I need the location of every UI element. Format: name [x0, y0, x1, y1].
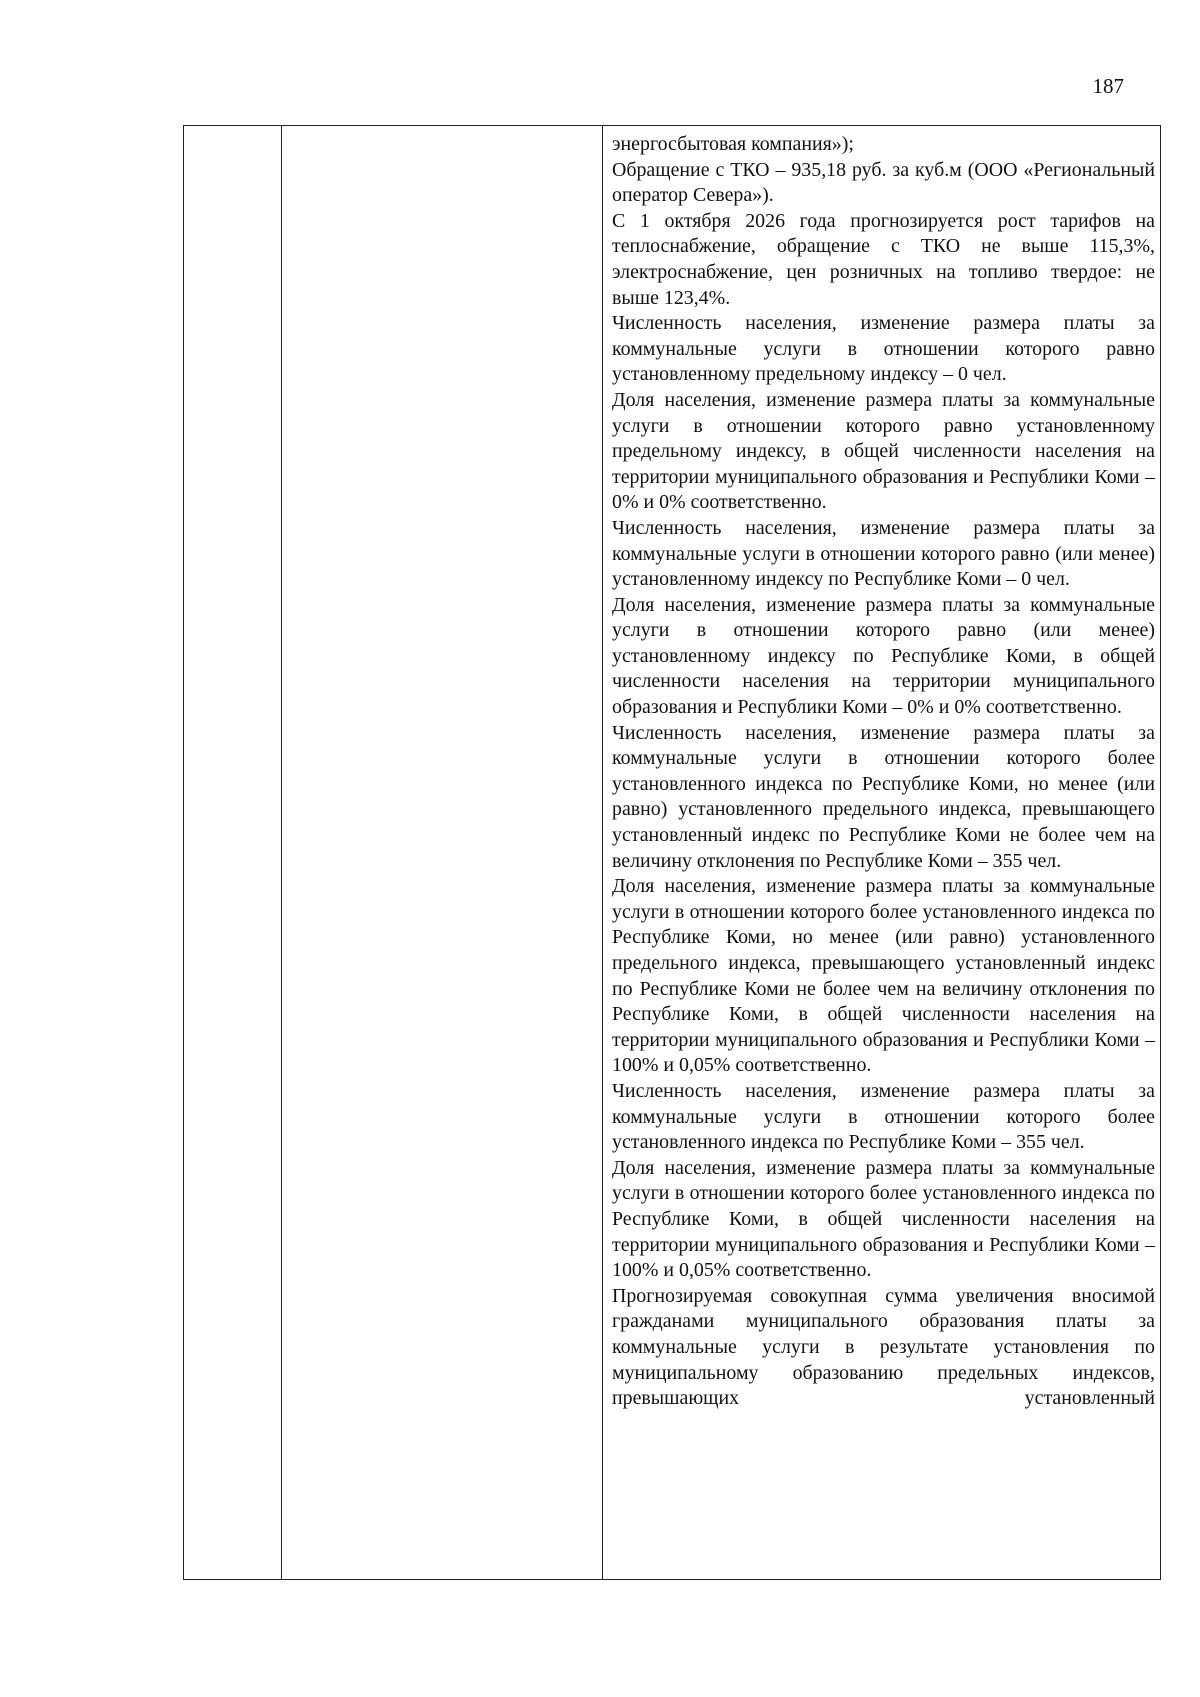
- paragraph: С 1 октября 2026 года прогнозируется рост тарифов на теплоснабжение, обращение с ТКО не выше 115,3%, электроснабжение, цен розничных на топливо твердое: не выше 123,4%.: [612, 209, 1155, 309]
- paragraph: Доля населения, изменение размера платы за коммунальные услуги в отношении которого равно установленному предельному индексу, в общей численности населения на территории муниципального образования и Республики Коми – 0% и 0% соответственно.: [612, 388, 1155, 514]
- paragraph: Численность населения, изменение размера платы за коммунальные услуги в отношении которого более установленного индекса по Республике Коми, но менее (или равно) установленного предельного индекса, превышающего установленный индекс по Республике Коми не более чем на величину отклонения по Республике Коми – 355 чел.: [612, 721, 1155, 872]
- paragraph: Численность населения, изменение размера платы за коммунальные услуги в отношении которого равно установленному предельному индексу – 0 чел.: [612, 312, 1155, 386]
- column-divider: [281, 126, 282, 1579]
- paragraph: Прогнозируемая совокупная сумма увеличения вносимой гражданами муниципального образования платы за коммунальные услуги в результате установления по муниципальному образованию предельных индексов, превышающих установленный: [612, 1284, 1155, 1410]
- paragraph: Доля населения, изменение размера платы за коммунальные услуги в отношении которого более установленного индекса по Республике Коми, в общей численности населения на территории муниципального образования и Республики Коми – 100% и 0,05% соответственно.: [612, 1156, 1155, 1282]
- table-cell-1: [184, 126, 281, 1579]
- document-table: [183, 125, 1161, 1580]
- paragraph: Обращение с ТКО – 935,18 руб. за куб.м (ООО «Региональный оператор Севера»).: [612, 158, 1155, 207]
- paragraph: Численность населения, изменение размера платы за коммунальные услуги в отношении которого более установленного индекса по Республике Коми – 355 чел.: [612, 1079, 1155, 1154]
- paragraph: энергосбытовая компания»);: [612, 133, 854, 155]
- page-number: 187: [1092, 74, 1124, 98]
- paragraph: Доля населения, изменение размера платы за коммунальные услуги в отношении которого равно (или менее) установленному индексу по Республике Коми, в общей численности населения на территории муниципального образования и Республики Коми – 0% и 0% соответственно.: [612, 593, 1155, 719]
- paragraph: Численность населения, изменение размера платы за коммунальные услуги в отношении которого равно (или менее) установленному индексу по Республике Коми – 0 чел.: [612, 516, 1155, 591]
- paragraph: Доля населения, изменение размера платы за коммунальные услуги в отношении которого более установленного индекса по Республике Коми, но менее (или равно) установленного предельного индекса, превышающего установленный индекс по Республике Коми не более чем на величину отклонения по Республике Коми, в общей численности населения на территории муниципального образования и Республики Коми – 100% и 0,05% соответственно.: [612, 875, 1155, 1077]
- table-cell-2: [281, 126, 602, 1579]
- table-cell-3: [602, 126, 1160, 1579]
